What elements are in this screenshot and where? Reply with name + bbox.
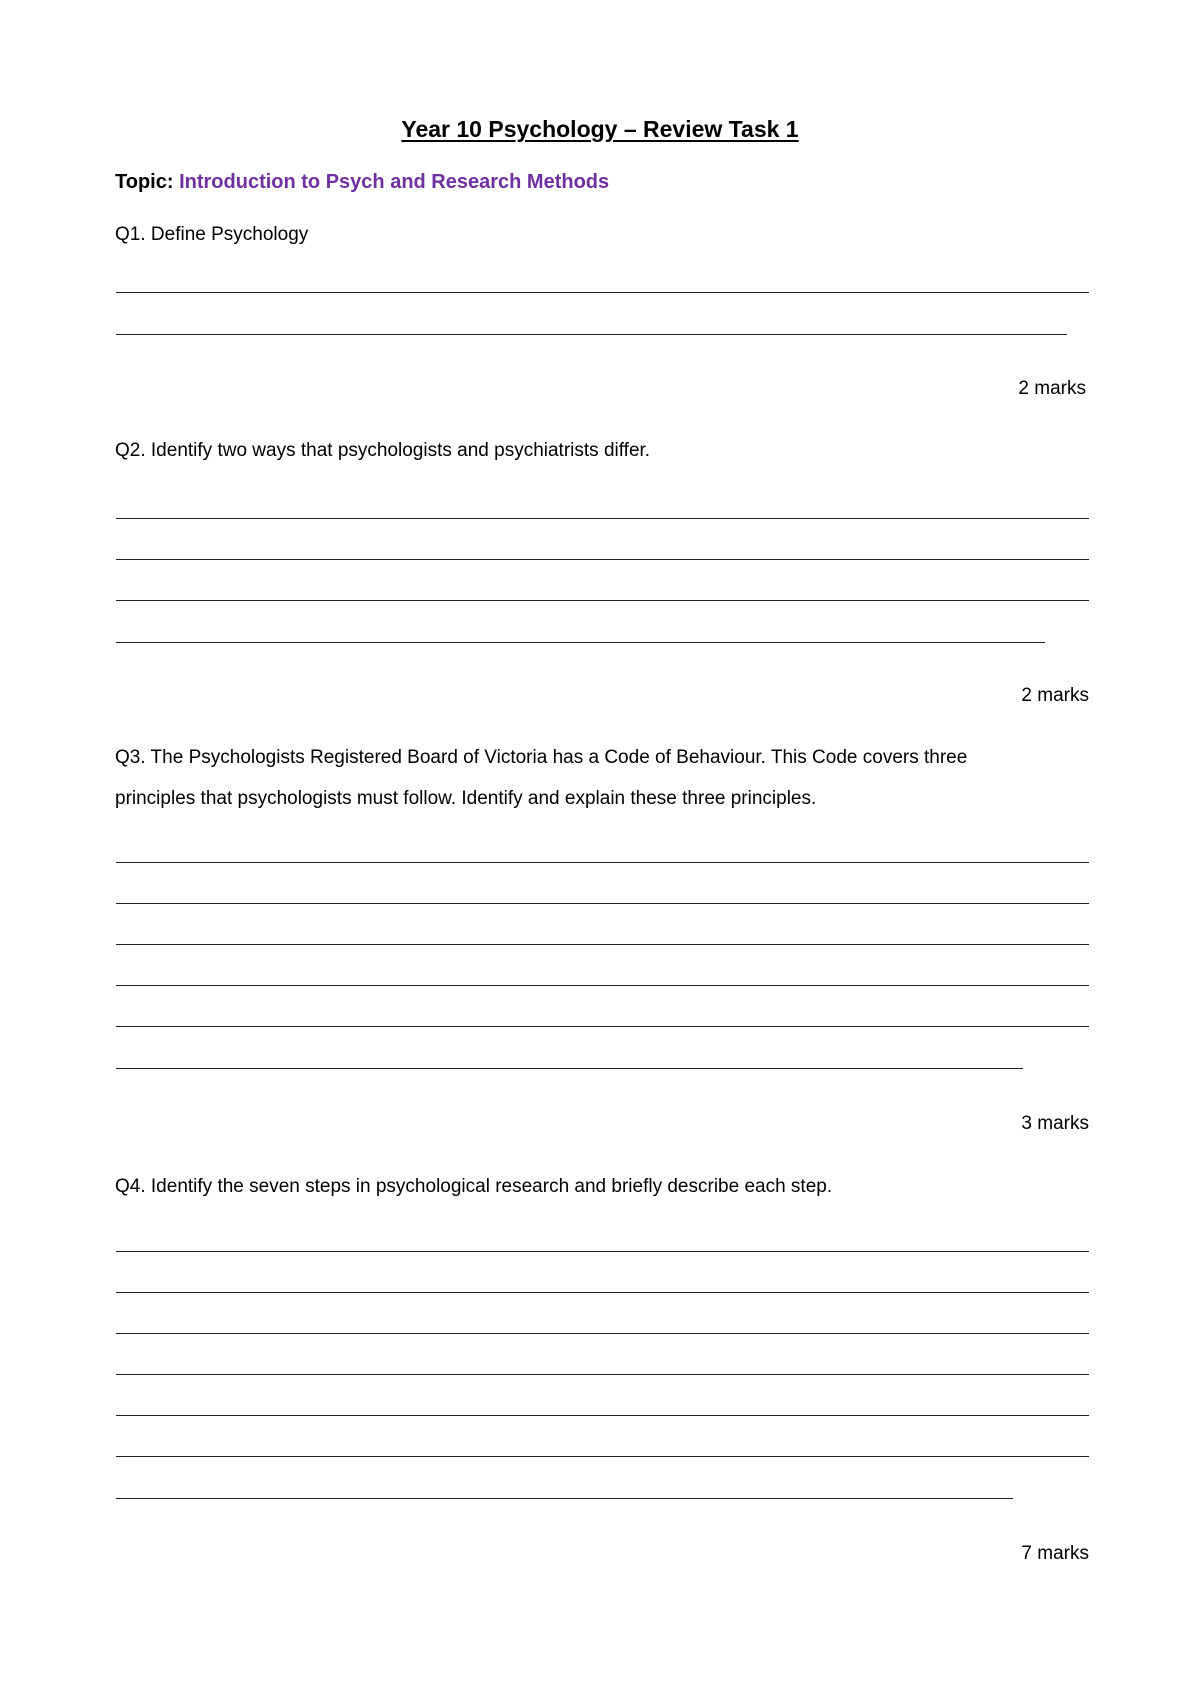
topic-value: Introduction to Psych and Research Methods [179, 171, 610, 193]
question-3-text-line-2: principles that psychologists must follow. Identify and explain these three principles. [115, 788, 817, 809]
page-title: Year 10 Psychology – Review Task 1 [401, 116, 799, 142]
question-4-text: Q4. Identify the seven steps in psychological research and briefly describe each step. [115, 1176, 833, 1197]
answer-line[interactable] [116, 1292, 1089, 1293]
question-2-text: Q2. Identify two ways that psychologists and psychiatrists differ. [115, 440, 651, 461]
answer-line[interactable] [116, 862, 1089, 863]
topic-line [115, 171, 609, 194]
question-3-marks: 3 marks [1021, 1113, 1089, 1134]
answer-line[interactable] [116, 903, 1089, 904]
answer-line[interactable] [116, 1251, 1089, 1252]
answer-line[interactable] [116, 1498, 1013, 1499]
answer-line[interactable] [116, 1333, 1089, 1334]
answer-line[interactable] [116, 944, 1089, 945]
answer-line[interactable] [116, 1374, 1089, 1375]
answer-line[interactable] [116, 1415, 1089, 1416]
question-4-marks: 7 marks [1021, 1543, 1089, 1564]
question-1-marks: 2 marks [1018, 378, 1086, 399]
question-2-marks: 2 marks [1021, 685, 1089, 706]
topic-label: Topic: [115, 171, 174, 193]
answer-line[interactable] [116, 642, 1045, 643]
answer-line[interactable] [116, 985, 1089, 986]
question-1-text: Q1. Define Psychology [115, 224, 309, 245]
answer-line[interactable] [116, 559, 1089, 560]
answer-line[interactable] [116, 518, 1089, 519]
answer-line[interactable] [116, 292, 1089, 293]
answer-line[interactable] [116, 334, 1067, 335]
answer-line[interactable] [116, 600, 1089, 601]
answer-line[interactable] [116, 1456, 1089, 1457]
answer-line[interactable] [116, 1068, 1023, 1069]
question-3-text-line-1: Q3. The Psychologists Registered Board of Victoria has a Code of Behaviour. This Code covers three [115, 747, 968, 768]
answer-line[interactable] [116, 1026, 1089, 1027]
